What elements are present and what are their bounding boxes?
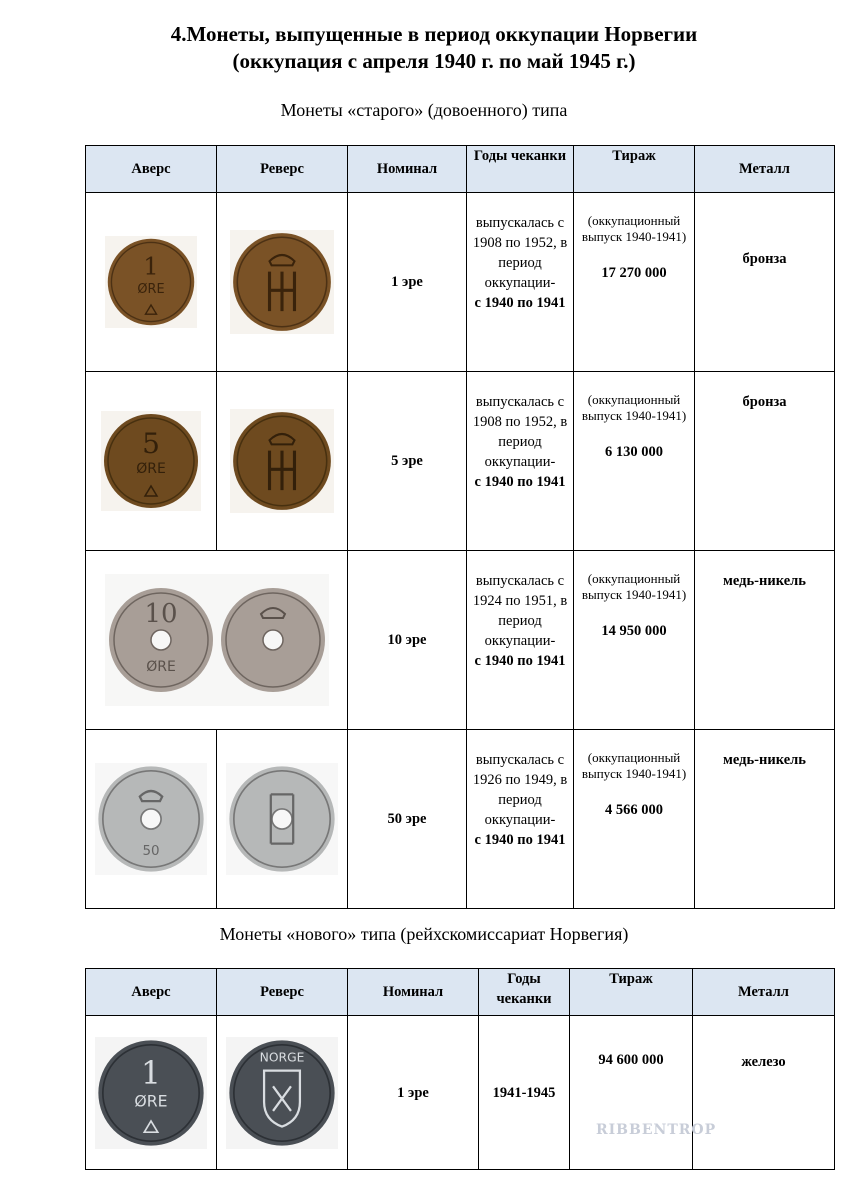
mintage-cell <box>574 730 695 909</box>
coin-numeral: 5 <box>142 427 160 460</box>
title-text: Монеты, выпущенные в период оккупации Норвегии <box>186 22 698 46</box>
years-cell: выпускалась с 1908 по 1952, в период оккупации- с 1940 по 1941 <box>467 372 574 551</box>
coin-numeral: 1 <box>141 1055 161 1092</box>
header-years: Годы чеканки <box>467 146 574 193</box>
table-row <box>86 193 835 372</box>
section-number: 4. <box>170 22 187 46</box>
coin-numeral: 50 <box>142 843 160 859</box>
mintage-cell <box>574 372 695 551</box>
header-denomination: Номинал <box>348 146 467 193</box>
mintage-cell <box>574 551 695 730</box>
page-title-line1 <box>10 22 848 46</box>
header-metal: Металл <box>695 146 835 193</box>
mintage-value: 94 600 000 <box>570 1016 693 1170</box>
metal-cell: бронза <box>695 372 835 551</box>
mintage-cell <box>574 193 695 372</box>
mintage-note: (оккупационный выпуск 1940-1941) <box>581 750 687 781</box>
table-header-row <box>86 146 835 193</box>
header-years: Годы чеканки <box>479 969 570 1016</box>
mintage-note: (оккупационный выпуск 1940-1941) <box>581 392 687 423</box>
reverse-image <box>217 1016 348 1170</box>
mintage-value: 4 566 000 <box>605 802 663 818</box>
mintage-value: 14 950 000 <box>601 623 667 639</box>
reverse-image <box>217 372 348 551</box>
coin-images-combined <box>86 551 348 730</box>
years-cell: выпускалась с 1924 по 1951, в период оккупации- с 1940 по 1941 <box>467 551 574 730</box>
coin-ore-label: ØRE <box>145 659 176 675</box>
table-row <box>86 372 835 551</box>
coin-obverse-50-ore <box>95 763 207 875</box>
header-obverse: Аверс <box>86 146 217 193</box>
reverse-image <box>217 193 348 372</box>
obverse-image <box>86 193 217 372</box>
coin-obverse-5-ore <box>101 411 201 511</box>
coin-obverse-1-ore <box>105 236 197 328</box>
years-cell: 1941-1945 <box>479 1016 570 1170</box>
mintage-note: (оккупационный выпуск 1940-1941) <box>581 571 687 602</box>
years-cell: выпускалась с 1926 по 1949, в период оккупации- с 1940 по 1941 <box>467 730 574 909</box>
metal-cell: медь-никель <box>695 551 835 730</box>
mintage-note: (оккупационный выпуск 1940-1941) <box>581 213 687 244</box>
header-obverse: Аверс <box>86 969 217 1016</box>
coin-reverse-norge <box>226 1037 338 1149</box>
section2-caption: Монеты «нового» типа (рейхскомиссариат Норвегия) <box>219 924 629 944</box>
denomination-cell: 50 эре <box>348 730 467 909</box>
mintage-value: 6 130 000 <box>605 444 663 460</box>
header-metal: Металл <box>693 969 835 1016</box>
header-mintage: Тираж <box>570 969 693 1016</box>
table-header-row <box>86 969 835 1016</box>
denomination-cell: 5 эре <box>348 372 467 551</box>
coin-reverse-5-ore <box>230 409 334 513</box>
section1-caption: Монеты «старого» (довоенного) типа <box>280 100 568 120</box>
coin-norge-label: NORGE <box>259 1050 305 1065</box>
header-mintage: Тираж <box>574 146 695 193</box>
obverse-image <box>86 1016 217 1170</box>
coin-ore-label: ØRE <box>136 461 166 477</box>
header-denomination: Номинал <box>348 969 479 1016</box>
metal-cell: медь-никель <box>695 730 835 909</box>
table-row <box>86 551 835 730</box>
mintage-value: 17 270 000 <box>601 265 667 281</box>
page-title-line2: (оккупация с апреля 1940 г. по май 1945 г.) <box>232 49 636 73</box>
denomination-cell: 1 эре <box>348 1016 479 1170</box>
coin-reverse-1-ore <box>230 230 334 334</box>
table-row <box>86 730 835 909</box>
header-reverse: Реверс <box>217 146 348 193</box>
coin-pair-10-ore <box>105 574 329 706</box>
coin-ore-label: ØRE <box>137 282 165 298</box>
old-type-coins-table <box>85 145 835 909</box>
coin-numeral: 1 <box>143 252 159 281</box>
metal-cell: железо <box>693 1016 835 1170</box>
header-reverse: Реверс <box>217 969 348 1016</box>
new-type-coins-table <box>85 968 835 1170</box>
watermark: RIBBENTROP <box>596 1122 717 1138</box>
obverse-image <box>86 372 217 551</box>
metal-cell: бронза <box>695 193 835 372</box>
table-row <box>86 1016 835 1170</box>
denomination-cell: 10 эре <box>348 551 467 730</box>
obverse-image <box>86 730 217 909</box>
coin-reverse-50-ore <box>226 763 338 875</box>
years-cell: выпускалась с 1908 по 1952, в период оккупации- с 1940 по 1941 <box>467 193 574 372</box>
coin-obverse-1-ore-iron <box>95 1037 207 1149</box>
coin-ore-label: ØRE <box>134 1090 168 1110</box>
coin-numeral: 10 <box>143 599 178 629</box>
denomination-cell: 1 эре <box>348 193 467 372</box>
reverse-image <box>217 730 348 909</box>
